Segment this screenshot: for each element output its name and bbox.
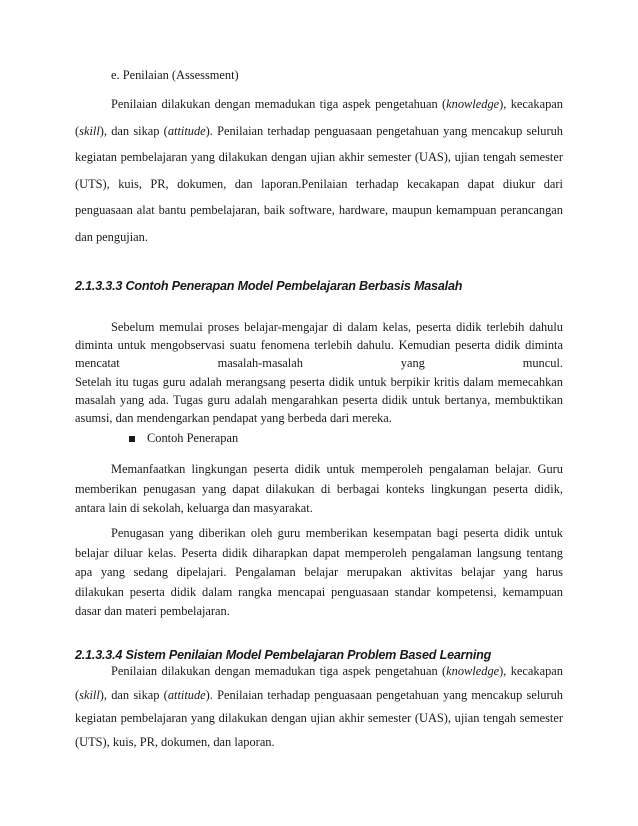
text-line <box>75 660 563 684</box>
text-line <box>75 171 563 198</box>
text-segment: ( <box>75 687 80 702</box>
italic-term: attitude <box>167 687 206 702</box>
italic-term: knowledge <box>446 664 500 678</box>
text-line <box>75 731 563 755</box>
text-line: Setelah itu tugas guru adalah merangsang peserta didik untuk berpikir kritis dalam memecahkan <box>75 374 563 389</box>
text-segment: ). Penilaian terhadap penguasaan pengetahuan yang mencakup seluruh <box>205 687 563 702</box>
text-segment: penguasaan alat bantu pembelajaran, baik software, hardware, maupun kemampuan perancangan <box>75 203 563 217</box>
text-line: Sebelum memulai proses belajar-mengajar di dalam kelas, peserta didik terlebih dahulu <box>111 320 563 334</box>
bullet-contoh-penerapan <box>129 431 238 446</box>
text-line <box>75 707 563 731</box>
text-segment: ). Penilaian terhadap penguasaan pengetahuan yang mencakup seluruh <box>205 123 563 138</box>
text-line <box>75 118 563 145</box>
text-line: Memanfaatkan lingkungan peserta didik untuk memperoleh pengalaman belajar. Guru <box>111 462 563 476</box>
section-e-paragraph <box>75 91 563 250</box>
square-bullet-icon <box>129 436 135 442</box>
text-segment: Penilaian dilakukan dengan memadukan tiga aspek pengetahuan ( <box>111 97 447 111</box>
text-line: Penugasan yang diberikan oleh guru memberikan kesempatan bagi peserta didik untuk <box>111 526 563 540</box>
text-line <box>75 197 563 224</box>
section-e-title <box>111 68 411 83</box>
section-2133-paragraph-3 <box>75 524 563 622</box>
text-segment: (UTS), kuis, PR, dokumen, dan laporan.Penilaian terhadap kecakapan dapat diukur dari <box>75 176 563 191</box>
text-line: apa yang sedang dipelajari. Pengalaman belajar merupakan aktivitas belajar yang harus <box>75 565 563 579</box>
heading-2-1-3-3-4: 2.1.3.3.4 Sistem Penilaian Model Pembelajaran Problem Based Learning <box>75 648 492 662</box>
text-line <box>75 684 563 708</box>
text-line: belajar diluar kelas. Peserta didik diharapkan dapat memperoleh pengalaman langsung tentang <box>75 545 563 560</box>
text-line: mencatat masalah-masalah yang muncul. <box>75 356 563 371</box>
italic-term: skill <box>79 687 100 702</box>
text-segment: kegiatan pembelajaran yang dilakukan dengan ujian akhir semester (UAS), ujian tengah semester <box>75 150 563 164</box>
text-segment: ), kecakapan <box>499 97 563 111</box>
text-line: asumsi, dan mendengarkan pendapat yang berbeda dari mereka. <box>75 410 392 425</box>
text-segment: ), dan sikap ( <box>99 687 168 702</box>
text-segment: (UTS), kuis, PR, dokumen, dan laporan. <box>75 734 275 749</box>
text-segment: kegiatan pembelajaran yang dilakukan dengan ujian akhir semester (UAS), ujian tengah semester <box>75 711 563 725</box>
italic-term: attitude <box>167 123 206 138</box>
text-line: dasar dan materi pembelajaran. <box>75 604 230 618</box>
section-2133-paragraph-1 <box>75 318 563 427</box>
text-line <box>75 91 563 118</box>
section-2134-paragraph <box>75 660 563 754</box>
section-2133-paragraph-2 <box>75 460 563 519</box>
italic-term: skill <box>79 123 100 138</box>
text-line: masalah yang ada. Tugas guru adalah mengarahkan peserta didik untuk bertanya, membuktikan <box>75 392 563 407</box>
text-line <box>75 224 563 251</box>
heading-2-1-3-3-3: 2.1.3.3.3 Contoh Penerapan Model Pembelajaran Berbasis Masalah <box>75 279 463 293</box>
text-line: diminta untuk mengobservasi suatu fenomena terlebih dahulu. Kemudian peserta didik diminta <box>75 338 563 353</box>
text-segment: Penilaian dilakukan dengan memadukan tiga aspek pengetahuan ( <box>111 664 447 678</box>
italic-term: knowledge <box>446 97 500 111</box>
section-e-title-text: e. Penilaian (Assessment) <box>111 68 239 82</box>
text-line <box>75 144 563 171</box>
text-line: antara lain di sekolah, keluarga dan masyarakat. <box>75 501 313 515</box>
text-segment: ), kecakapan <box>499 664 563 678</box>
text-line: memberikan penugasan yang dapat dilakukan di berbagai konteks lingkungan peserta didik, <box>75 481 563 496</box>
bullet-label: Contoh Penerapan <box>147 431 239 445</box>
text-segment: ( <box>75 123 80 138</box>
text-segment: dan pengujian. <box>75 229 148 244</box>
text-line: dilakukan peserta didik dalam rangka mencapai penguasaan standar kompetensi, kemampuan <box>75 584 563 599</box>
text-segment: ), dan sikap ( <box>99 123 168 138</box>
